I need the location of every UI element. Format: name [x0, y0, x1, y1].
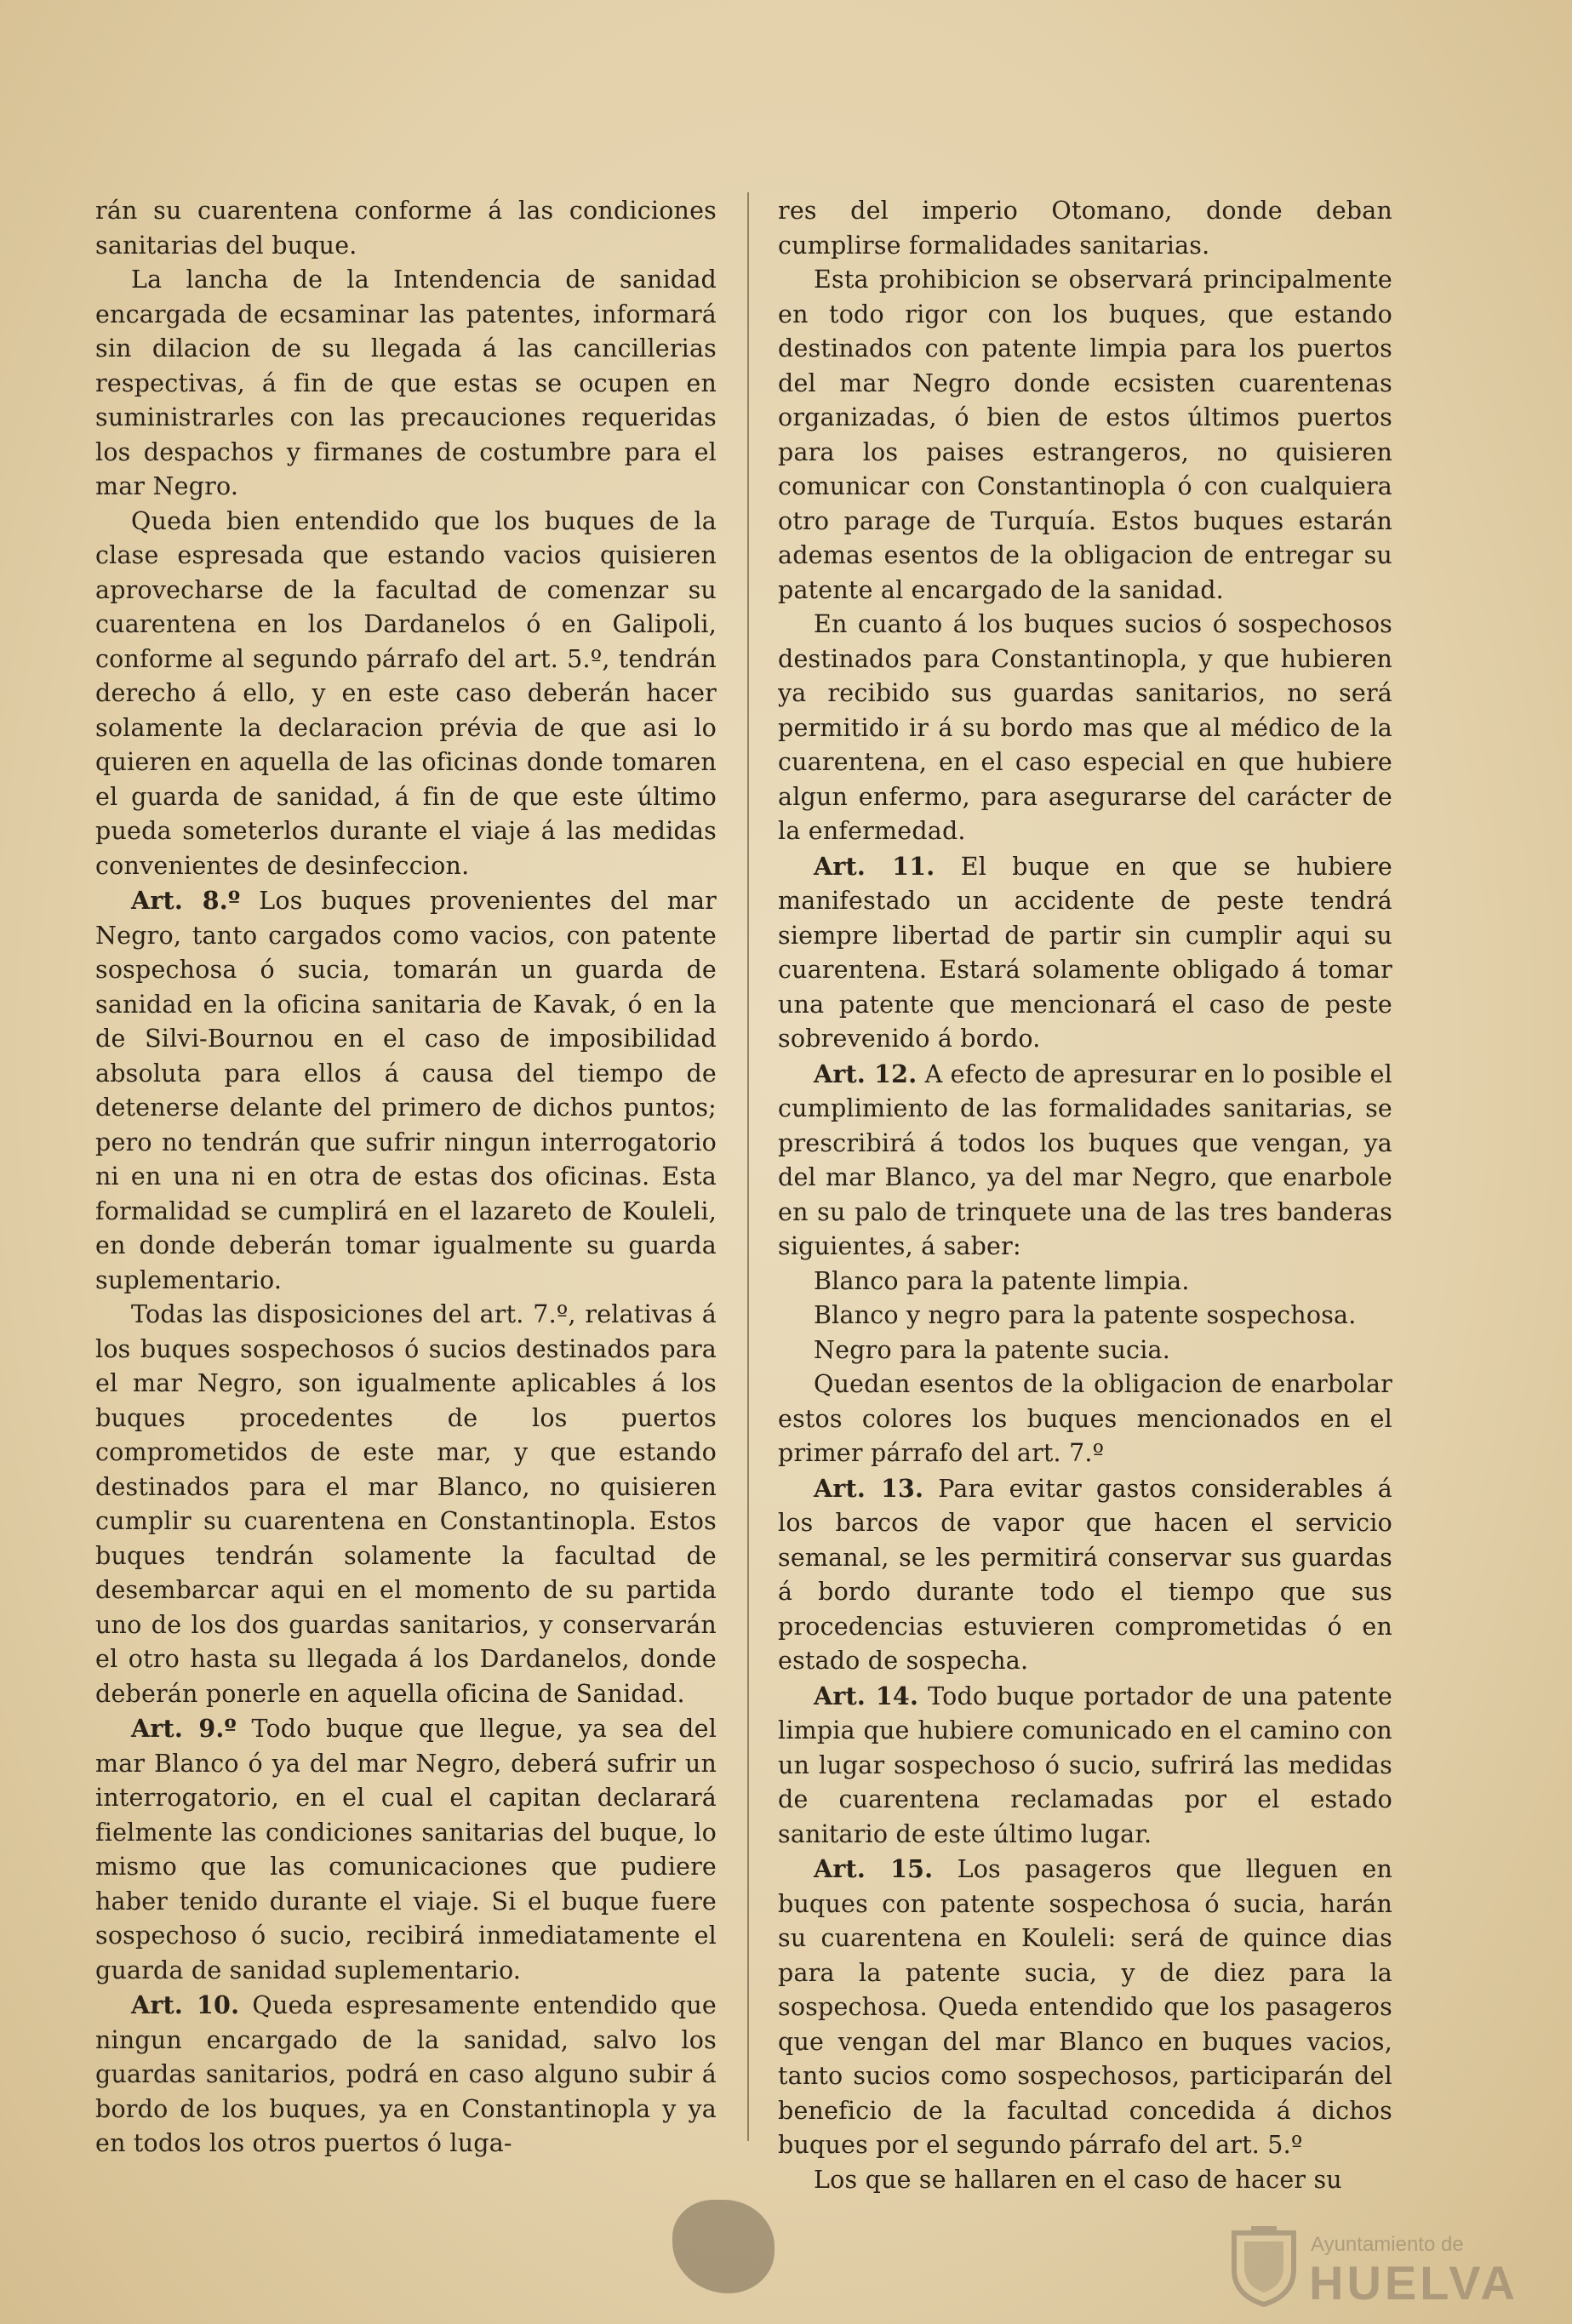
paragraph: Todas las disposiciones del art. 7.º, relativas á los buques sospechosos ó sucios destinados para el mar Negro, son igualmente aplicables á los buques procedentes de los puertos comprometidos de este mar, y que estando destinados para el mar Blanco, no quisieren cumplir su cuarentena en Constantinopla. Estos buques tendrán solamente la facultad de desembarcar aqui en el momento de su partida uno de los dos guardas sanitarios, y conservarán el otro hasta su llegada á los Dardanelos, donde deberán ponerle en aquella oficina de Sanidad.: [95, 1300, 717, 1708]
paragraph: La lancha de la Intendencia de sanidad encargada de ecsaminar las patentes, informará sin dilacion de su llegada á las cancillerias respectivas, á fin de que estas se ocupen en suministrarles con las precauciones requeridas los despachos y firmanes de costumbre para el mar Negro.: [95, 266, 717, 500]
paragraph: Esta prohibicion se observará principalmente en todo rigor con los buques, que estando destinados con patente limpia para los puertos del mar Negro donde ecsisten cuarentenas organizadas, ó bien de estos últimos puertos para los paises estrangeros, no quisieren comunicar con Constantinopla ó con cualquiera otro parage de Turquía. Estos buques estarán ademas esentos de la obligacion de entregar su patente al encargado de la sanidad.: [778, 266, 1392, 604]
watermark-logo: [1226, 2223, 1549, 2308]
article-label: Art. 10.: [131, 1990, 240, 2019]
article-9: Art. 9.º Todo buque que llegue, ya sea del mar Blanco ó ya del mar Negro, deberá sufrir un interrogatorio, en el cual el capitan declarará fielmente las condiciones sanitarias del buque, lo mismo que las comunicaciones que pudiere haber tenido durante el viaje. Si el buque fuere sospechoso ó sucio, recibirá inmediatamente el guarda de sanidad suplementario.: [95, 1714, 717, 1984]
ink-stamp: [672, 2200, 775, 2293]
watermark-line2: HUELVA: [1309, 2256, 1518, 2310]
article-14: Art. 14. Todo buque portador de una patente limpia que hubiere comunicado en el camino con un lugar sospechoso ó sucio, sufrirá las medidas de cuarentena reclamadas por el estado sanitario de este último lugar.: [778, 1681, 1392, 1848]
right-column: [778, 194, 1392, 2197]
paragraph: res del imperio Otomano, donde deban cumplirse formalidades sanitarias.: [778, 197, 1392, 260]
article-label: Art. 12.: [814, 1059, 917, 1088]
flag-line: Blanco para la patente limpia.: [814, 1266, 1190, 1295]
coat-of-arms-icon: [1226, 2223, 1302, 2308]
article-8: Art. 8.º Los buques provenientes del mar Negro, tanto cargados como vacios, con patente sospechosa ó sucia, tomarán un guarda de sanidad en la oficina sanitaria de Kavak, ó en la de Silvi-Bournou en el caso de imposibilidad absoluta para ellos á causa del tiempo de detenerse delante del primero de dichos puntos; pero no tendrán que sufrir ningun interrogatorio ni en una ni en otra de estas dos oficinas. Esta formalidad se cumplirá en el lazareto de Kouleli, en donde deberán tomar igualmente su guarda suplementario.: [95, 886, 717, 1294]
article-10: Art. 10. Queda espresamente entendido que ningun encargado de la sanidad, salvo los guardas sanitarios, podrá en caso alguno subir á bordo de los buques, ya en Constantinopla y ya en todos los otros puertos ó luga-: [95, 1990, 717, 2157]
article-label: Art. 13.: [814, 1473, 924, 1503]
paragraph: Queda bien entendido que los buques de la clase espresada que estando vacios quisieren aprovecharse de la facultad de comenzar su cuarentena en los Dardanelos ó en Galipoli, conforme al segundo párrafo del art. 5.º, tendrán derecho á ello, y en este caso deberán hacer solamente la declaracion prévia de que asi lo quieren en aquella de las oficinas donde tomaren el guarda de sanidad, á fin de que este último pueda someterlos durante el viaje á las medidas convenientes de desinfeccion.: [95, 506, 717, 880]
watermark-line1: Ayuntamiento de: [1311, 2233, 1464, 2256]
paragraph: Quedan esentos de la obligacion de enarbolar estos colores los buques mencionados en el primer párrafo del art. 7.º: [778, 1370, 1392, 1467]
article-15: Art. 15. Los pasageros que lleguen en buques con patente sospechosa ó sucia, harán su cuarentena en Kouleli: será de quince dias para la patente sucia, y de diez para la sospechosa. Queda entendido que los pasageros que vengan del mar Blanco en buques vacios, tanto sucios como sospechosos, participarán del beneficio de la facultad concedida á dichos buques por el segundo párrafo del art. 5.º: [778, 1854, 1392, 2159]
paragraph: Los que se hallaren en el caso de hacer su: [814, 2165, 1342, 2194]
flag-line: Blanco y negro para la patente sospechosa.: [814, 1301, 1357, 1329]
article-label: Art. 15.: [814, 1854, 934, 1883]
paragraph: En cuanto á los buques sucios ó sospechosos destinados para Constantinopla, y que hubieren ya recibido sus guardas sanitarios, no será permitido ir á su bordo mas que al médico de la cuarentena, en el caso especial en que hubiere algun enfermo, para asegurarse del carácter de la enfermedad.: [778, 610, 1392, 845]
article-label: Art. 9.º: [131, 1714, 237, 1743]
article-label: Art. 8.º: [131, 886, 241, 915]
flag-line: Negro para la patente sucia.: [814, 1335, 1170, 1364]
article-label: Art. 14.: [814, 1681, 919, 1710]
article-11: Art. 11. El buque en que se hubiere manifestado un accidente de peste tendrá siempre libertad de partir sin cumplir aqui su cuarentena. Estará solamente obligado á tomar una patente que mencionará el caso de peste sobrevenido á bordo.: [778, 851, 1392, 1053]
article-label: Art. 11.: [814, 851, 935, 881]
paragraph: rán su cuarentena conforme á las condiciones sanitarias del buque.: [95, 197, 717, 260]
left-column: [95, 194, 717, 2161]
article-12: Art. 12. A efecto de apresurar en lo posible el cumplimiento de las formalidades sanitarias, se prescribirá á todos los buques que vengan, ya del mar Blanco, ya del mar Negro, que enarbole en su palo de trinquete una de las tres banderas siguientes, á saber:: [778, 1059, 1392, 1260]
column-divider: [747, 192, 749, 2141]
article-13: Art. 13. Para evitar gastos considerables á los barcos de vapor que hacen el servicio semanal, se les permitirá conservar sus guardas á bordo durante todo el tiempo que sus procedencias estuvieren comprometidas ó en estado de sospecha.: [778, 1473, 1392, 1675]
